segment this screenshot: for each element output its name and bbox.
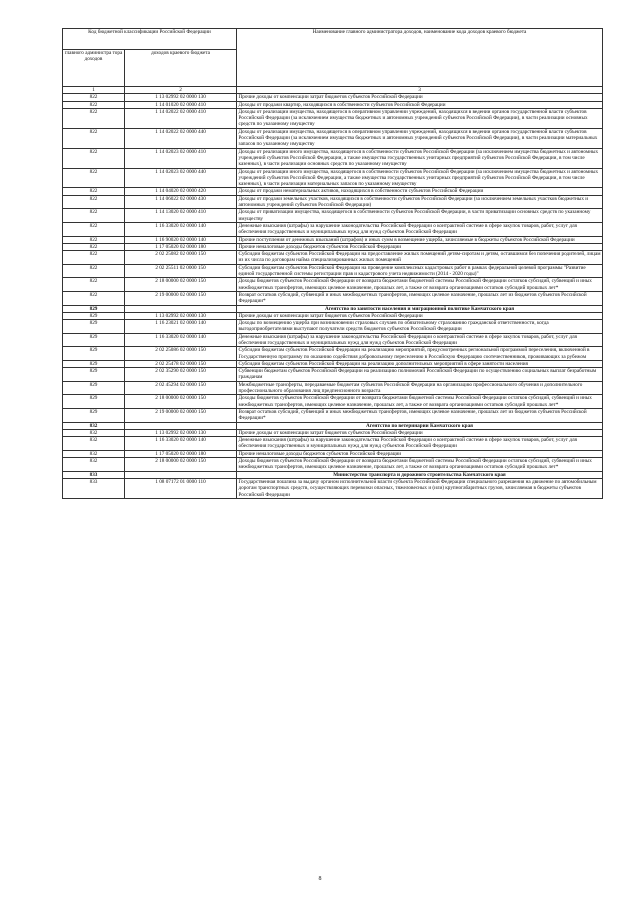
admin-code-cell: 822 xyxy=(63,168,125,188)
description-cell: Прочие неналоговые доходы бюджетов субъектов Российской Федерации xyxy=(237,243,603,250)
description-cell: Агентство по занятости населения и миграционной политике Камчатского края xyxy=(237,305,603,312)
admin-code-cell: 822 xyxy=(63,278,125,292)
revenue-code-cell xyxy=(125,471,237,478)
table-row xyxy=(63,450,603,457)
revenue-code-cell: 1 14 01020 02 0000 410 xyxy=(125,101,237,108)
revenue-code-cell: 1 13 02992 02 0000 130 xyxy=(125,94,237,101)
table-row xyxy=(63,222,603,236)
description-cell: Доходы от продажи квартир, находящихся в собственности субъектов Российской Федерации xyxy=(237,101,603,108)
table-row xyxy=(63,264,603,278)
revenue-administrators-table xyxy=(62,28,603,499)
revenue-code-cell: 2 02 35290 02 0000 150 xyxy=(125,368,237,382)
revenue-code-cell: 1 16 90020 02 0000 140 xyxy=(125,236,237,243)
page-number: 8 xyxy=(318,876,322,882)
revenue-code-cell: 1 14 13020 02 0000 410 xyxy=(125,209,237,223)
revenue-code-cell: 1 14 06022 02 0000 430 xyxy=(125,195,237,209)
admin-code-cell: 822 xyxy=(63,128,125,148)
admin-code-cell: 829 xyxy=(63,333,125,347)
admin-code-cell: 829 xyxy=(63,312,125,319)
description-cell: Прочие доходы от компенсации затрат бюджетов субъектов Российской Федерации xyxy=(237,312,603,319)
description-cell: Доходы бюджетов субъектов Российской Федерации от возврата бюджетами бюджетной системы Российской Федерации остатков субсидий, субвенций и иных межбюджетных трансфертов, имеющих целевое назначение, прошлых лет, а также от возврата организациями остатков субсидий прошлых лет* xyxy=(237,395,603,409)
table-row xyxy=(63,251,603,265)
table-header-numbers-row xyxy=(63,87,603,94)
header-income-column: доходов краевого бюджета xyxy=(125,50,237,87)
admin-code-cell: 832 xyxy=(63,437,125,451)
description-cell: Денежные взыскания (штрафы) за нарушение законодательства Российской Федерации о контрактной системе в сфере закупок товаров, работ, услуг для обеспечения государственных и муниципальных нужд для нужд субъектов Российской Федерации xyxy=(237,333,603,347)
admin-code-cell: 822 xyxy=(63,251,125,265)
description-cell: Денежные взыскания (штрафы) за нарушение законодательства Российской Федерации о контрактной системе в сфере закупок товаров, работ, услуг для обеспечения государственных и муниципальных нужд для нужд субъектов Российской Федерации xyxy=(237,437,603,451)
description-cell: Министерство транспорта и дорожного строительства Камчатского края xyxy=(237,471,603,478)
description-cell: Прочие неналоговые доходы бюджетов субъектов Российской Федерации xyxy=(237,450,603,457)
revenue-code-cell: 1 14 02022 02 0000 410 xyxy=(125,108,237,128)
description-cell: Доходы от реализации иного имущества, находящегося в собственности субъектов Российской Федерации (за исключением имущества бюджетных и автономных учреждений субъектов Российской Федерации, а также имущества государственных унитарных предприятий субъектов Российской Федерации, в том числе казенных), в части реализации материальных запасов по указанному имуществу xyxy=(237,168,603,188)
description-cell: Субсидии бюджетам субъектов Российской Федерации на предоставление жилых помещений детям-сиротам и детям, оставшимся без попечения родителей, лицам из их числа по договорам найма специализированных жилых помещений xyxy=(238,251,601,264)
admin-code-cell: 829 xyxy=(63,305,125,312)
admin-code-cell: 822 xyxy=(63,101,125,108)
description-cell: Доходы от реализации имущества, находящегося в оперативном управлении учреждений, находящихся в ведении органов государственной власти субъектов Российской Федерации (за исключением имущества бюджетных и автономных учреждений субъектов Российской Федерации), в части реализации материальных запасов по указанному имуществу xyxy=(237,128,603,148)
description-cell: Доходы бюджетов субъектов Российской Федерации от возврата бюджетами бюджетной системы Российской Федерации остатков субсидий, субвенций и иных межбюджетных трансфертов, имеющих целевое назначение, прошлых лет, а также от возврата организациями остатков субсидий прошлых лет* xyxy=(237,458,603,472)
description-cell: Прочие поступления от денежных взысканий (штрафов) и иных сумм в возмещение ущерба, зачисляемые в бюджеты субъектов Российской Федерации xyxy=(237,236,603,243)
admin-code-cell: 832 xyxy=(63,458,125,472)
section-header-row xyxy=(63,305,603,312)
admin-code-cell: 829 xyxy=(63,360,125,367)
table-row xyxy=(63,291,603,305)
admin-code-cell: 832 xyxy=(63,422,125,429)
description-cell: Доходы от продажи нематериальных активов, находящихся в собственности субъектов Российской Федерации xyxy=(237,188,603,195)
description-cell: Доходы бюджетов субъектов Российской Федерации от возврата бюджетами бюджетной системы Российской Федерации остатков субсидий, субвенций и иных межбюджетных трансфертов, имеющих целевое назначение, прошлых лет, а также от возврата организациями остатков субсидий прошлых лет* xyxy=(237,278,603,292)
admin-code-cell: 832 xyxy=(63,429,125,436)
admin-code-cell: 822 xyxy=(63,94,125,101)
admin-code-cell: 833 xyxy=(63,478,125,498)
admin-code-cell: 829 xyxy=(63,347,125,361)
table-row xyxy=(63,128,603,148)
table-row xyxy=(63,408,603,422)
description-cell: Доходы от продажи земельных участков, находящихся в собственности субъектов Российской Федерации (за исключением земельных участков бюджетных и автономных учреждений субъектов Российской Федерации) xyxy=(237,195,603,209)
table-row xyxy=(63,312,603,319)
admin-code-cell: 822 xyxy=(63,188,125,195)
header-name-column: Наименование главного администратора доходов, наименование кода доходов краевого бюджета xyxy=(237,29,603,87)
table-header-row-1 xyxy=(63,29,603,50)
table-row xyxy=(63,168,603,188)
admin-code-cell: 822 xyxy=(63,222,125,236)
description-cell: Государственная пошлина за выдачу органом исполнительной власти субъекта Российской Федерации специального разрешения на движение по автомобильным дорогам транспортных средств, осуществляющих перевозки опасных, тяжеловесных и (или) крупногабаритных грузов, зачисляемая в бюджеты субъектов Российской Федерации xyxy=(237,478,603,498)
description-cell: Прочие доходы от компенсации затрат бюджетов субъектов Российской Федерации xyxy=(237,429,603,436)
revenue-code-cell: 2 02 25086 02 0000 150 xyxy=(125,347,237,361)
table-row xyxy=(63,236,603,243)
description-cell: Субсидии бюджетам субъектов Российской Федерации на проведение комплексных кадастровых работ в рамках федеральной целевой программы "Развитие единой государственной системы регистрации прав и кадастрового учета недвижимости (2014 - 2020 годы)" xyxy=(237,264,603,278)
table-row xyxy=(63,195,603,209)
revenue-code-cell: 2 19 00000 02 0000 150 xyxy=(125,408,237,422)
table-row xyxy=(63,381,603,395)
table-body xyxy=(63,29,603,499)
revenue-code-cell: 2 02 25082 02 0000 150 xyxy=(125,251,237,265)
table-row xyxy=(63,429,603,436)
table-row xyxy=(63,209,603,223)
description-cell: Субсидии бюджетам субъектов Российской Федерации на реализацию дополнительных мероприятий в сфере занятости населения xyxy=(237,360,603,367)
admin-code-cell: 822 xyxy=(63,148,125,168)
header-number-1: 1 xyxy=(63,87,125,94)
revenue-code-cell: 2 02 25511 02 0000 150 xyxy=(125,264,237,278)
revenue-code-cell: 2 02 45294 02 0000 150 xyxy=(125,381,237,395)
admin-code-cell: 829 xyxy=(63,368,125,382)
revenue-code-cell: 1 17 05020 02 0000 180 xyxy=(125,243,237,250)
header-number-3: 3 xyxy=(237,87,603,94)
table-row xyxy=(63,243,603,250)
admin-code-cell: 822 xyxy=(63,243,125,250)
admin-code-cell: 822 xyxy=(63,108,125,128)
description-cell: Денежные взыскания (штрафы) за нарушение законодательства Российской Федерации о контрактной системе в сфере закупок товаров, работ, услуг для обеспечения государственных и муниципальных нужд для нужд субъектов Российской Федерации xyxy=(237,222,603,236)
revenue-code-cell: 1 16 33020 02 0000 140 xyxy=(125,437,237,451)
revenue-code-cell: 1 08 07172 01 0000 110 xyxy=(125,478,237,498)
revenue-code-cell: 1 14 04020 02 0000 420 xyxy=(125,188,237,195)
admin-code-cell: 829 xyxy=(63,395,125,409)
revenue-code-cell: 2 19 00000 02 0000 150 xyxy=(125,291,237,305)
description-cell: Доходы по возмещению ущерба при возникновении страховых случаев по обязательному страхованию гражданской ответственности, когда выгодоприобретателями выступают получатели средств бюджетов субъектов Российской Федерации xyxy=(237,320,603,334)
description-cell: Субвенции бюджетам субъектов Российской Федерации на реализацию полномочий Российской Федерации по осуществлению социальных выплат безработным гражданам xyxy=(237,368,603,382)
description-cell: Доходы от реализации иного имущества, находящегося в собственности субъектов Российской Федерации (за исключением имущества бюджетных и автономных учреждений субъектов Российской Федерации, а также имущества государственных унитарных предприятий субъектов Российской Федерации, в том числе казенных), в части реализации основных средств по указанному имуществу xyxy=(237,148,603,168)
revenue-code-cell: 2 18 00000 02 0000 150 xyxy=(125,395,237,409)
table-row xyxy=(63,108,603,128)
revenue-code-cell: 1 13 02992 02 0000 130 xyxy=(125,429,237,436)
description-cell: Возврат остатков субсидий, субвенций и иных межбюджетных трансфертов, имеющих целевое назначение, прошлых лет из бюджетов субъектов Российской Федерации* xyxy=(237,408,603,422)
admin-code-cell: 829 xyxy=(63,381,125,395)
revenue-code-cell: 1 14 02023 02 0000 440 xyxy=(125,168,237,188)
table-row xyxy=(63,347,603,361)
table-row xyxy=(63,188,603,195)
admin-code-cell: 822 xyxy=(63,291,125,305)
admin-code-cell: 822 xyxy=(63,209,125,223)
section-header-row xyxy=(63,422,603,429)
revenue-code-cell: 2 18 00000 02 0000 150 xyxy=(125,278,237,292)
table-row xyxy=(63,101,603,108)
description-cell: Прочие доходы от компенсации затрат бюджетов субъектов Российской Федерации xyxy=(237,94,603,101)
description-cell: Субсидии бюджетам субъектов Российской Федерации на реализацию мероприятий, предусмотренных региональной программой переселения, включенной в Государственную программу по оказанию содействия добровольному переселению в Российскую Федерацию соотечественников, проживающих за рубежом xyxy=(237,347,603,361)
revenue-code-cell xyxy=(125,305,237,312)
revenue-code-cell: 1 16 23021 02 0000 140 xyxy=(125,320,237,334)
table-row xyxy=(63,395,603,409)
admin-code-cell: 822 xyxy=(63,264,125,278)
description-cell: Межбюджетные трансферты, передаваемые бюджетам субъектов Российской Федерации на организацию профессионального обучения и дополнительного профессионального образования лиц предпенсионного возраста xyxy=(237,381,603,395)
table-row xyxy=(63,478,603,498)
table-row xyxy=(63,333,603,347)
admin-code-cell: 822 xyxy=(63,236,125,243)
revenue-code-cell: 2 02 25478 02 0000 150 xyxy=(125,360,237,367)
revenue-code-cell: 1 16 33020 02 0000 140 xyxy=(125,222,237,236)
description-cell: Доходы от приватизации имущества, находящегося в собственности субъектов Российской Федерации, в части приватизации основных средств по указанному имуществу xyxy=(237,209,603,223)
admin-code-cell: 832 xyxy=(63,450,125,457)
table-row xyxy=(63,320,603,334)
header-number-2: 2 xyxy=(125,87,237,94)
revenue-code-cell: 2 18 00000 02 0000 150 xyxy=(125,458,237,472)
section-header-row xyxy=(63,471,603,478)
admin-code-cell: 833 xyxy=(63,471,125,478)
revenue-code-cell xyxy=(125,422,237,429)
table-row xyxy=(63,94,603,101)
header-code-group: Код бюджетной классификации Российской Федерации xyxy=(63,29,237,50)
table-row xyxy=(63,437,603,451)
table-row xyxy=(63,360,603,367)
revenue-code-cell: 1 16 33020 02 0000 140 xyxy=(125,333,237,347)
table-row xyxy=(63,148,603,168)
description-cell: Возврат остатков субсидий, субвенций и иных межбюджетных трансфертов, имеющих целевое назначение, прошлых лет из бюджетов субъектов Российской Федерации* xyxy=(237,291,603,305)
admin-code-cell: 822 xyxy=(63,195,125,209)
table-row xyxy=(63,278,603,292)
header-admin-column: главного администра тора доходов xyxy=(63,50,125,87)
description-cell: Доходы от реализации имущества, находящегося в оперативном управлении учреждений, находящихся в ведении органов государственной власти субъектов Российской Федерации (за исключением имущества бюджетных и автономных учреждений субъектов Российской Федерации), в части реализации основных средств по указанному имуществу xyxy=(237,108,603,128)
revenue-code-cell: 1 14 02022 02 0000 440 xyxy=(125,128,237,148)
revenue-code-cell: 1 13 02992 02 0000 130 xyxy=(125,312,237,319)
table-row xyxy=(63,458,603,472)
admin-code-cell: 829 xyxy=(63,408,125,422)
revenue-code-cell: 1 17 05020 02 0000 180 xyxy=(125,450,237,457)
revenue-code-cell: 1 14 02023 02 0000 410 xyxy=(125,148,237,168)
admin-code-cell: 829 xyxy=(63,320,125,334)
description-cell: Агентство по ветеринарии Камчатского края xyxy=(237,422,603,429)
table-row xyxy=(63,368,603,382)
